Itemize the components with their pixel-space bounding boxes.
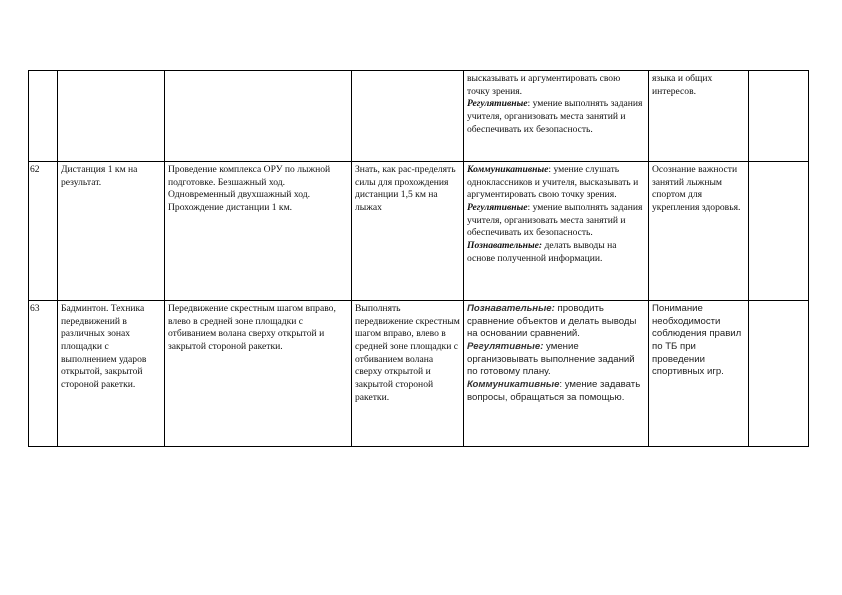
personal-results-cell: языка и общих интересов. [649, 71, 749, 162]
requirements-cell: Выполнять передвижение скрестным шагом вправо, влево в средней зоне площадки с отбиванием волана сверху открытой и закрытой стороной ракетки. [352, 301, 464, 447]
empty-cell [749, 301, 809, 447]
uud-block: Познавательные: проводить сравнение объектов и делать выводы на основании сравнений. [467, 303, 637, 340]
content-cell [165, 71, 352, 162]
empty-cell [749, 162, 809, 301]
lesson-number-cell: 62 [29, 162, 58, 301]
requirements-cell: Знать, как рас-пределять силы для прохождения дистанции 1,5 км на лыжах [352, 162, 464, 301]
uud-cell [464, 301, 649, 447]
uud-cell: Коммуникативные: умение слушать одноклассников и учителя, высказывать и аргументировать свою точку зрения. Регулятивные: умение выполнять задания учителя, организовать места занятий и обеспечивать их безопасность. Познавательные: делать выводы на основе полученной информации. [464, 162, 649, 301]
uud-block: Коммуникативные: умение задавать вопросы, обращаться за помощью. [467, 378, 641, 403]
content-cell: Проведение комплекса ОРУ по лыжной подготовке. Безшажный ход. Одновременный двухшажный ход. Прохождение дистанции 1 км. [165, 162, 352, 301]
topic-cell: Дистанция 1 км на результат. [58, 162, 165, 301]
topic-cell: Бадминтон. Техника передвижений в различных зонах площадки с выполнением ударов открытой, закрытой стороной ракетки. [58, 301, 165, 447]
lesson-number-cell [29, 71, 58, 162]
requirements-cell [352, 71, 464, 162]
empty-cell [749, 71, 809, 162]
lesson-plan-table [28, 70, 809, 447]
topic-cell [58, 71, 165, 162]
uud-block: высказывать и аргументировать свою точку зрения. [467, 73, 621, 97]
table-row [29, 71, 809, 162]
uud-block: Регулятивные: умение организовывать выполнение заданий по готовому плану. [467, 340, 635, 378]
uud-block: Регулятивные: умение выполнять задания учителя, организовать места занятий и обеспечивать их безопасность. [467, 98, 643, 135]
content-cell: Передвижение скрестным шагом вправо, влево в средней зоне площадки с отбиванием волана сверху открытой и закрытой стороной ракетки. [165, 301, 352, 447]
table-row [29, 301, 809, 447]
uud-cell [464, 71, 649, 162]
personal-results-cell: Понимание необходимости соблюдения правил по ТБ при проведении спортивных игр. [649, 301, 749, 447]
table-row [29, 162, 809, 301]
personal-results-cell: Осознание важности занятий лыжным спортом для укрепления здоровья. [649, 162, 749, 301]
lesson-number-cell: 63 [29, 301, 58, 447]
